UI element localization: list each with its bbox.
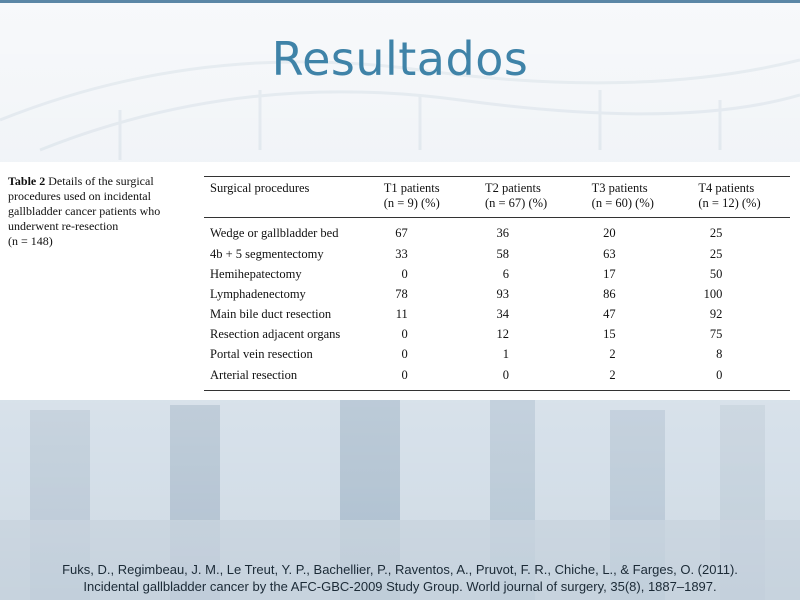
value: 6 xyxy=(502,266,509,281)
value: 63 xyxy=(603,246,616,261)
procedure-name: Lymphadenectomy xyxy=(210,286,306,301)
value-cell xyxy=(586,364,693,391)
value: 0 xyxy=(502,367,509,382)
value-cell xyxy=(479,244,586,264)
value: 47 xyxy=(603,306,616,321)
header-subline: (n = 9) (%) xyxy=(383,196,440,210)
value: 100 xyxy=(703,286,723,301)
table-caption xyxy=(8,174,190,249)
header-line: Surgical procedures xyxy=(210,181,310,195)
value-cell xyxy=(586,284,693,304)
slide-title: Resultados xyxy=(271,32,529,86)
value-cell xyxy=(378,304,479,324)
value: 0 xyxy=(401,346,408,361)
value: 50 xyxy=(709,266,723,281)
table-row xyxy=(204,304,790,324)
header-cell xyxy=(378,177,479,218)
header-cell xyxy=(586,177,693,218)
table-row xyxy=(204,364,790,391)
procedure-name: Resection adjacent organs xyxy=(210,326,341,341)
value-cell xyxy=(586,244,693,264)
value: 0 xyxy=(401,367,408,382)
value-cell xyxy=(378,218,479,245)
value: 8 xyxy=(716,346,723,361)
value: 2 xyxy=(609,346,616,361)
value-cell xyxy=(692,218,790,245)
value: 25 xyxy=(709,225,723,240)
value: 12 xyxy=(496,326,509,341)
header-line: T3 patients xyxy=(591,181,648,195)
value-cell xyxy=(586,304,693,324)
procedure-name: Hemihepatectomy xyxy=(210,266,302,281)
value: 67 xyxy=(395,225,408,240)
citation-line-1: Fuks, D., Regimbeau, J. M., Le Treut, Y. P., Bachellier, P., Raventos, A., Pruvot, F. R., Chiche, L., & Farges, O. (2011). xyxy=(62,562,738,577)
header-cell xyxy=(692,177,790,218)
value: 0 xyxy=(716,367,723,382)
value-cell xyxy=(479,284,586,304)
header-line: T1 patients xyxy=(383,181,440,195)
value: 34 xyxy=(496,306,509,321)
table-panel xyxy=(0,162,800,400)
header-subline: (n = 60) (%) xyxy=(591,196,654,210)
citation xyxy=(0,561,800,595)
top-accent-bar xyxy=(0,0,800,3)
table-row xyxy=(204,284,790,304)
value-cell xyxy=(378,364,479,391)
table-caption-n: (n = 148) xyxy=(8,234,53,248)
value-cell xyxy=(692,324,790,344)
value-cell xyxy=(586,344,693,364)
value: 15 xyxy=(603,326,616,341)
value: 33 xyxy=(395,246,408,261)
value: 25 xyxy=(709,246,723,261)
value-cell xyxy=(586,324,693,344)
value-cell xyxy=(378,264,479,284)
value-cell xyxy=(692,244,790,264)
header-line: T2 patients xyxy=(484,181,541,195)
value: 1 xyxy=(502,346,509,361)
value: 0 xyxy=(401,266,408,281)
header-line: T4 patients xyxy=(698,181,755,195)
value-cell xyxy=(378,324,479,344)
value: 75 xyxy=(709,326,723,341)
table-row xyxy=(204,218,790,245)
header-cell xyxy=(479,177,586,218)
table-caption-label: Table 2 xyxy=(8,174,46,188)
procedure-name: Portal vein resection xyxy=(210,346,313,361)
table-caption-text: Details of the surgical procedures used on incidental gallbladder cancer patients who underwent re-resection xyxy=(8,174,161,233)
value: 20 xyxy=(603,225,616,240)
procedure-name: Arterial resection xyxy=(204,364,378,391)
procedure-name: Wedge or gallbladder bed xyxy=(210,225,339,240)
header-cell xyxy=(204,177,378,218)
value-cell xyxy=(479,364,586,391)
header-subline: (n = 12) (%) xyxy=(698,196,761,210)
value-cell xyxy=(378,244,479,264)
value: 17 xyxy=(603,266,616,281)
value-cell xyxy=(479,304,586,324)
value-cell xyxy=(586,218,693,245)
procedure-name: 4b + 5 segmentectomy xyxy=(210,246,324,261)
table-row xyxy=(204,244,790,264)
citation-line-2: Incidental gallbladder cancer by the AFC-GBC-2009 Study Group. World journal of surgery, 35(8), 1887–1897. xyxy=(83,579,717,594)
header-subline: (n = 67) (%) xyxy=(484,196,548,210)
value: 86 xyxy=(603,286,616,301)
value: 78 xyxy=(395,286,408,301)
value: 58 xyxy=(496,246,509,261)
value-cell xyxy=(586,264,693,284)
value: 92 xyxy=(709,306,723,321)
value-cell xyxy=(378,284,479,304)
table-row xyxy=(204,344,790,364)
procedures-table xyxy=(204,176,790,391)
value: 2 xyxy=(609,367,616,382)
value-cell xyxy=(479,344,586,364)
value: 11 xyxy=(395,306,408,321)
value-cell xyxy=(692,364,790,391)
value-cell xyxy=(479,264,586,284)
table-row xyxy=(204,264,790,284)
value-cell xyxy=(692,304,790,324)
value-cell xyxy=(479,324,586,344)
value-cell xyxy=(692,344,790,364)
value: 0 xyxy=(401,326,408,341)
value-cell xyxy=(692,264,790,284)
value-cell xyxy=(378,344,479,364)
table-row xyxy=(204,324,790,344)
table-header-row xyxy=(204,177,790,218)
value-cell xyxy=(479,218,586,245)
procedure-name: Main bile duct resection xyxy=(210,306,332,321)
value: 36 xyxy=(496,225,509,240)
value-cell xyxy=(692,284,790,304)
value: 93 xyxy=(496,286,509,301)
